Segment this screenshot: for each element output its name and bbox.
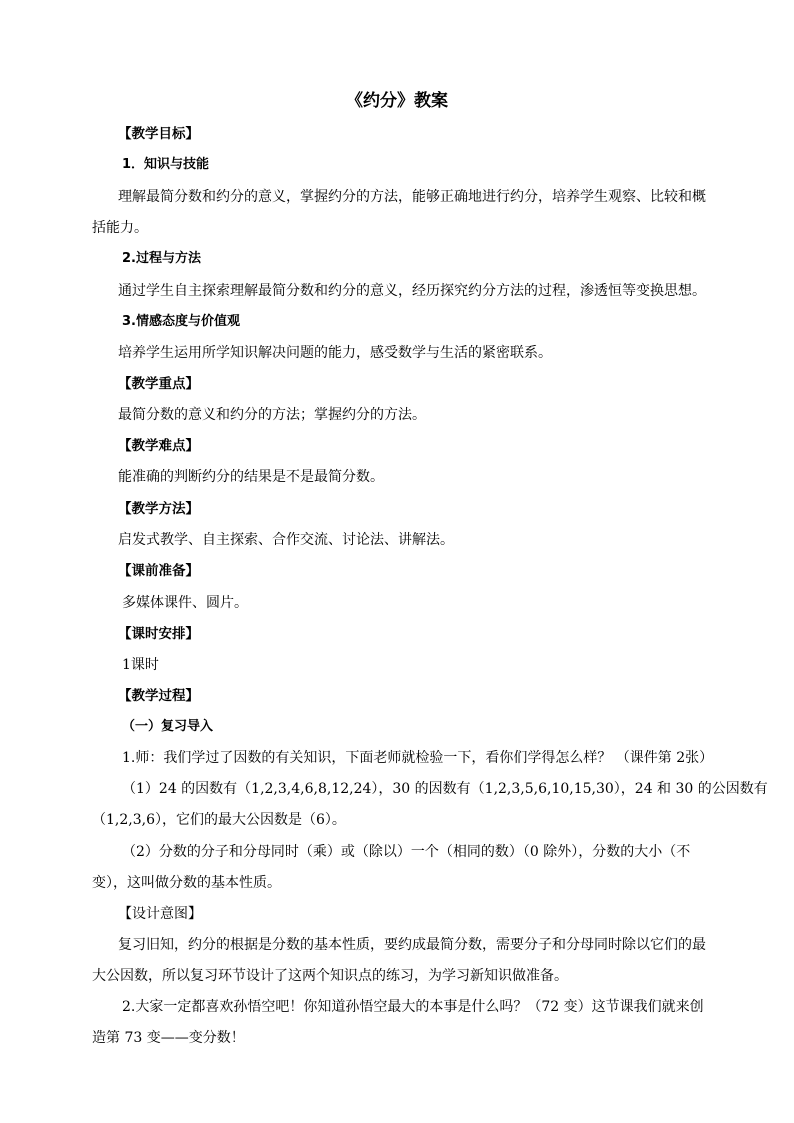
paragraph-methods: 启发式教学、自主探索、合作交流、讨论法、讲解法。	[118, 532, 454, 548]
paragraph-design-line2: 大公因数，所以复习环节设计了这两个知识点的练习，为学习新知识做准备。	[92, 968, 568, 984]
paragraph-question-1: 1.师：我们学过了因数的有关知识，下面老师就检验一下，看你们学得怎么样？ （课件第 2张）	[122, 750, 714, 766]
paragraph-answer-2-line1: （2）分数的分子和分母同时（乘）或（除以）一个（相同的数）（0 除外），分数的大小（不	[122, 844, 691, 860]
paragraph-question-2-line2: 造第 73 变——变分数！	[92, 1030, 245, 1046]
paragraph-key-points: 最简分数的意义和约分的方法；掌握约分的方法。	[118, 407, 426, 423]
paragraph-process-method: 通过学生自主探索理解最简分数和约分的意义，经历探究约分方法的过程，渗透恒等变换思想。	[118, 283, 706, 299]
paragraph-design-line1: 复习旧知，约分的根据是分数的基本性质，要约成最简分数，需要分子和分母同时除以它们的最	[118, 937, 706, 953]
paragraph-difficulties: 能准确的判断约分的结果是不是最简分数。	[118, 469, 384, 485]
subheading-process-method: 2.过程与方法	[122, 251, 201, 266]
paragraph-preparation: 多媒体课件、圆片。	[122, 595, 248, 611]
paragraph-question-2-line1: 2.大家一定都喜欢孙悟空吧！你知道孙悟空最大的本事是什么吗？（72 变）这节课我们就来创	[122, 999, 704, 1015]
paragraph-schedule: 1课时	[122, 657, 159, 673]
paragraph-attitude-values: 培养学生运用所学知识解决问题的能力，感受数学与生活的紧密联系。	[118, 345, 552, 361]
subheading-knowledge-skills: 1．知识与技能	[122, 157, 210, 172]
subheading-attitude-values: 3.情感态度与价值观	[122, 314, 240, 329]
paragraph-answer-1-line1: （1）24 的因数有（1,2,3,4,6,8,12,24），30 的因数有（1,2,3,5,6,10,15,30），24 和 30 的公因数有	[122, 781, 768, 797]
subheading-review-intro: （一）复习导入	[122, 719, 214, 734]
paragraph-knowledge-line1: 理解最简分数和约分的意义，掌握约分的方法，能够正确地进行约分，培养学生观察、比较和概	[118, 189, 706, 205]
section-heading-difficulties: 【教学难点】	[118, 438, 199, 454]
paragraph-answer-2-line2: 变），这叫做分数的基本性质。	[92, 875, 281, 891]
section-heading-schedule: 【课时安排】	[118, 626, 199, 642]
page-title: 《约分》教案	[346, 91, 448, 111]
section-heading-preparation: 【课前准备】	[118, 563, 199, 579]
section-heading-key-points: 【教学重点】	[118, 376, 199, 392]
paragraph-knowledge-line2: 括能力。	[92, 220, 148, 236]
section-heading-teaching-process: 【教学过程】	[118, 688, 199, 704]
section-heading-objectives: 【教学目标】	[118, 126, 199, 142]
paragraph-answer-1-line2: （1,2,3,6），它们的最大公因数是（6）。	[92, 812, 346, 828]
section-heading-design-intent: 【设计意图】	[118, 906, 202, 922]
section-heading-methods: 【教学方法】	[118, 501, 199, 517]
